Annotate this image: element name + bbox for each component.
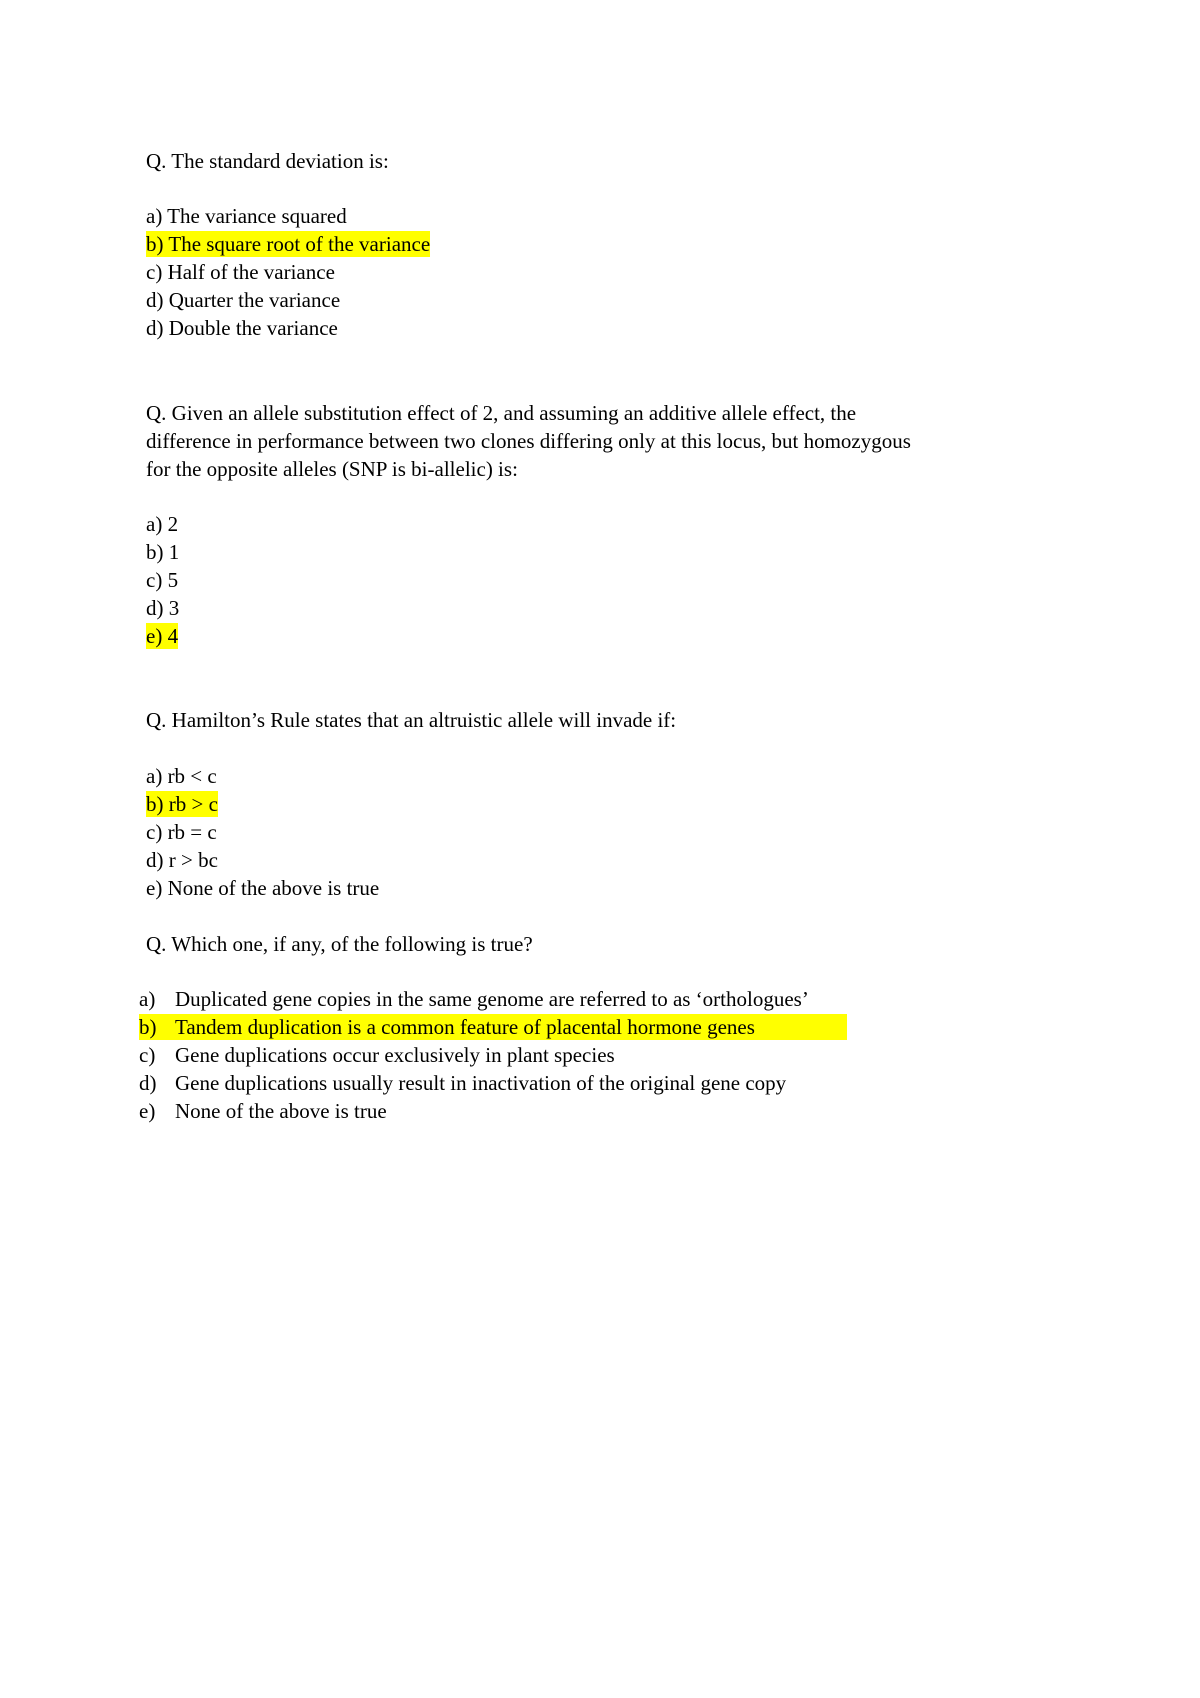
option-text: None of the above is true xyxy=(175,1099,387,1123)
option-text: Gene duplications usually result in inactivation of the original gene copy xyxy=(175,1071,787,1095)
list-marker: d) xyxy=(139,1071,157,1095)
list-marker: c) xyxy=(139,1043,156,1067)
question-2-text-line-3: for the opposite alleles (SNP is bi-allelic) is: xyxy=(146,457,518,481)
question-1-text: Q. The standard deviation is: xyxy=(146,149,389,173)
question-3-option-b-answer: b) rb > c xyxy=(146,792,218,816)
question-3-text: Q. Hamilton’s Rule states that an altruistic allele will invade if: xyxy=(146,708,677,732)
question-3-option-e: e) None of the above is true xyxy=(146,876,380,900)
question-3-option-c: c) rb = c xyxy=(146,820,217,844)
question-2-text-line-2: difference in performance between two clones differing only at this locus, but homozygous xyxy=(146,429,911,453)
question-1-option-b-answer: b) The square root of the variance xyxy=(146,232,431,256)
question-2-text-line-1: Q. Given an allele substitution effect of 2, and assuming an additive allele effect, the xyxy=(146,401,857,425)
list-marker: a) xyxy=(139,987,156,1011)
option-text: Gene duplications occur exclusively in plant species xyxy=(175,1043,615,1067)
option-text: Duplicated gene copies in the same genome are referred to as ‘orthologues’ xyxy=(175,987,809,1011)
question-2-option-e-answer: e) 4 xyxy=(146,624,179,648)
question-1-option-a: a) The variance squared xyxy=(146,204,347,228)
list-marker: b) xyxy=(139,1015,157,1039)
question-1-option-d2: d) Double the variance xyxy=(146,316,338,340)
question-4-text: Q. Which one, if any, of the following is true? xyxy=(146,932,533,956)
question-3-option-a: a) rb < c xyxy=(146,764,217,788)
question-1-option-c: c) Half of the variance xyxy=(146,260,335,284)
list-marker: e) xyxy=(139,1099,156,1123)
question-2-option-d: d) 3 xyxy=(146,596,180,620)
question-2-option-a: a) 2 xyxy=(146,512,179,536)
question-1-option-d: d) Quarter the variance xyxy=(146,288,341,312)
question-2-option-c: c) 5 xyxy=(146,568,179,592)
question-3-option-d: d) r > bc xyxy=(146,848,218,872)
question-2-option-b: b) 1 xyxy=(146,540,180,564)
option-text: Tandem duplication is a common feature of placental hormone genes xyxy=(175,1015,755,1039)
